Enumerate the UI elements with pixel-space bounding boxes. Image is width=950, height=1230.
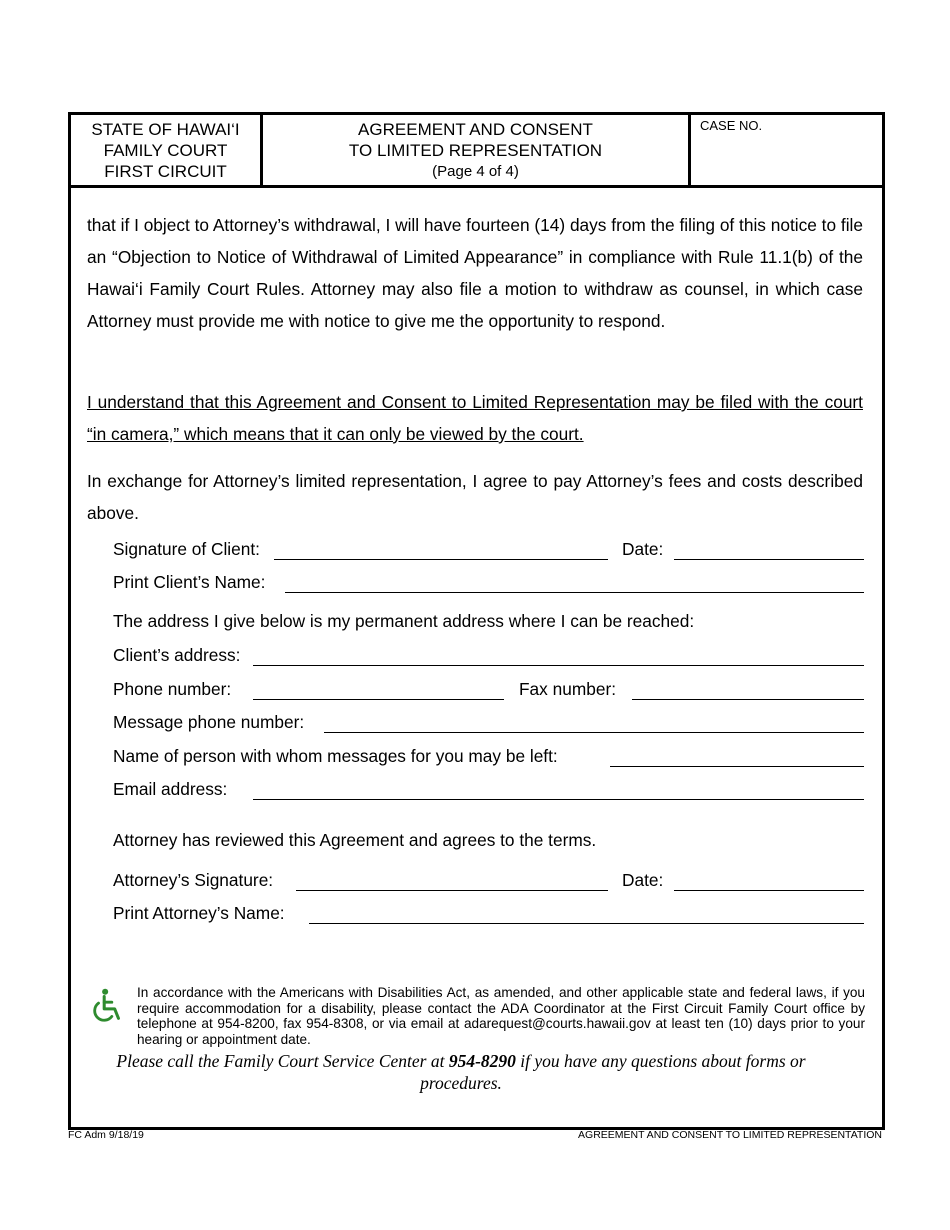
court-name-cell (71, 115, 263, 185)
attorney-name-label: Print Attorney’s Name: (113, 903, 285, 923)
client-date-label: Date: (622, 539, 664, 559)
service-center-text-end: if you have any questions about forms or procedures. (420, 1051, 806, 1093)
form-title-cell (263, 115, 691, 185)
fax-field[interactable] (632, 699, 864, 700)
client-address-row (113, 645, 864, 669)
form-header (71, 115, 882, 188)
phone-label: Phone number: (113, 679, 232, 699)
attorney-signature-label: Attorney’s Signature: (113, 870, 274, 890)
attorney-review-statement: Attorney has reviewed this Agreement and agrees to the terms. (113, 830, 597, 850)
court-type: FAMILY COURT (103, 141, 228, 160)
withdrawal-paragraph: that if I object to Attorney’s withdrawal, I will have fourteen (14) days from the filing of this notice to file an “Objection to Notice of Withdrawal of Limited Appearance” in compliance with Rule 11.1(b) of the Hawai‘i Family Court Rules. Attorney may also file a motion to withdraw as counsel, in which case Attorney must provide me with notice to give me the opportunity to respond. (87, 215, 863, 331)
footer-form-id: FC Adm 9/18/19 (68, 1129, 144, 1141)
fax-label: Fax number: (519, 679, 617, 699)
form-frame (68, 112, 885, 1130)
client-signature-label: Signature of Client: (113, 539, 260, 559)
service-center-text-start: Please call the Family Court Service Center at (116, 1051, 449, 1071)
phone-fax-row (113, 679, 864, 703)
address-intro: The address I give below is my permanent address where I can be reached: (113, 611, 695, 631)
message-phone-field[interactable] (324, 732, 864, 733)
phone-field[interactable] (253, 699, 504, 700)
attorney-signature-field[interactable] (296, 890, 608, 891)
message-phone-row (113, 712, 864, 736)
form-title-line-1: AGREEMENT AND CONSENT (358, 120, 593, 139)
case-no-label: CASE NO. (700, 118, 763, 133)
court-state: STATE OF HAWAI‘I (91, 120, 240, 139)
email-row (113, 779, 864, 803)
page-indicator: (Page 4 of 4) (432, 163, 519, 180)
client-address-field[interactable] (253, 665, 864, 666)
attorney-date-label: Date: (622, 870, 664, 890)
message-phone-label: Message phone number: (113, 712, 305, 732)
message-person-label: Name of person with whom messages for you may be left: (113, 746, 558, 766)
wheelchair-icon (89, 987, 127, 1025)
attorney-name-field[interactable] (309, 923, 864, 924)
ada-notice: In accordance with the Americans with Disabilities Act, as amended, and other applicable state and federal laws, if you require accommodation for a disability, please contact the ADA Coordinator at the First Circuit Family Court office by telephone at 954-8200, fax 954-8308, or via email at adarequest@courts.hawaii.gov at least ten (10) days prior to your hearing or appointment date. (137, 985, 865, 1047)
service-center-phone: 954-8290 (448, 1051, 516, 1071)
in-camera-paragraph: I understand that this Agreement and Consent to Limited Representation may be filed with the court “in camera,” which means that it can only be viewed by the court. (87, 392, 863, 444)
attorney-date-field[interactable] (674, 890, 864, 891)
client-name-label: Print Client’s Name: (113, 572, 266, 592)
message-person-row (113, 746, 864, 770)
court-circuit: FIRST CIRCUIT (104, 162, 227, 181)
attorney-signature-row (113, 870, 864, 894)
footer-form-title: AGREEMENT AND CONSENT TO LIMITED REPRESENTATION (578, 1129, 882, 1141)
email-field[interactable] (253, 799, 864, 800)
client-name-row (113, 572, 864, 596)
client-date-field[interactable] (674, 559, 864, 560)
email-label: Email address: (113, 779, 228, 799)
client-address-label: Client’s address: (113, 645, 241, 665)
attorney-name-row (113, 903, 864, 927)
fees-paragraph: In exchange for Attorney’s limited representation, I agree to pay Attorney’s fees and costs described above. (87, 471, 863, 523)
client-signature-field[interactable] (274, 559, 608, 560)
case-number-cell[interactable] (691, 115, 882, 185)
service-center-note (101, 1050, 821, 1094)
form-title-line-2: TO LIMITED REPRESENTATION (348, 141, 603, 160)
client-signature-row (113, 539, 864, 563)
client-name-field[interactable] (285, 592, 864, 593)
message-person-field[interactable] (610, 766, 864, 767)
